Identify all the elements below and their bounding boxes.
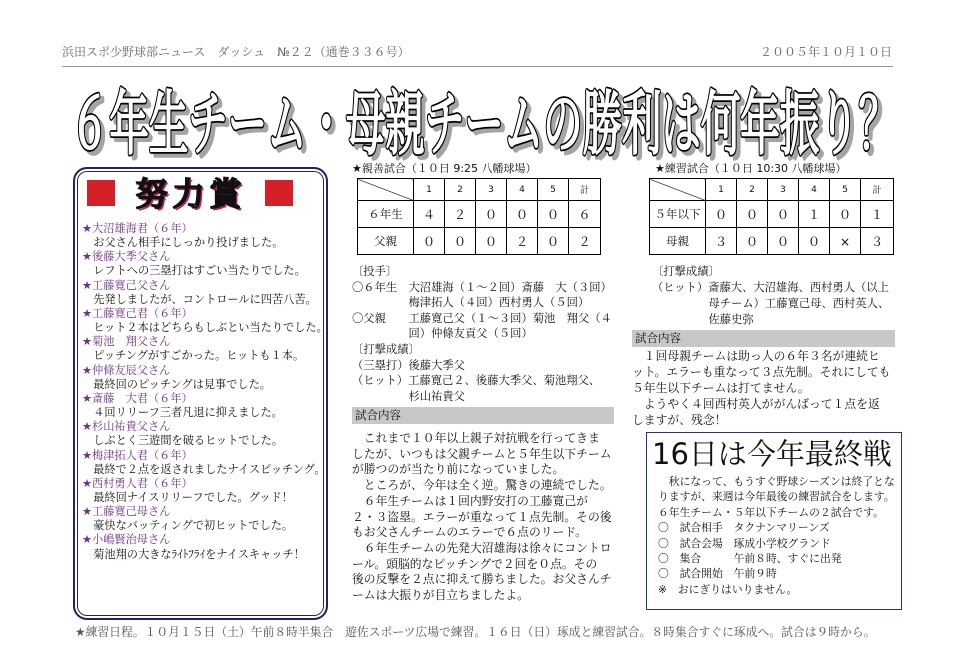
total-cell: ２: [569, 228, 601, 255]
score-cell: ０: [799, 228, 830, 255]
friendly-game-scoreboard: [357, 178, 601, 255]
inning-header: 1: [706, 179, 737, 201]
batting-line: 杉山祐貴父: [352, 389, 465, 403]
score-cell: ０: [768, 228, 799, 255]
score-cell: ０: [414, 228, 445, 255]
summary-line: 後の反撃を２点に抑えて勝ちました。お父さんチ: [352, 572, 612, 587]
summary-line: ール。頭脳的なピッチングで２回を０点。その: [352, 556, 598, 571]
score-cell: ０: [507, 201, 538, 228]
award-name: ★仲條友辰父さん: [82, 363, 171, 377]
award-name: ★小嶋賢治母さん: [82, 533, 171, 547]
team-label: 父親: [358, 228, 414, 255]
final-game-line: 〇 試合相手 タクナンマリーンズ: [658, 521, 830, 535]
inning-header: 2: [445, 179, 476, 201]
friendly-game-summary-heading: 試合内容: [352, 407, 614, 424]
score-cell: ０: [476, 228, 507, 255]
award-box: [73, 167, 328, 620]
inning-header: 4: [507, 179, 538, 201]
summary-line: が勝つのが当たり前になっていました。: [352, 462, 565, 477]
award-name: ★大沼雄海君（６年）: [82, 222, 193, 235]
team-label: ５年以下: [650, 201, 706, 228]
score-cell: ０: [768, 201, 799, 228]
scoreboard-corner-cell: [358, 179, 414, 201]
batting-line: （三塁打）後藤大季父: [352, 358, 465, 372]
inning-header: 5: [538, 179, 569, 201]
award-comment: 最終回のピッチングは見事でした。: [82, 377, 271, 391]
award-name: ★菊池 翔父さん: [82, 335, 171, 349]
summary-line: ６年生チームの先発大沼雄海は徐々にコントロ: [352, 540, 612, 555]
final-game-title: 16日は今年最終戦: [652, 437, 892, 471]
inning-header: 3: [768, 179, 799, 201]
inning-header: 4: [799, 179, 830, 201]
score-cell: ０: [445, 228, 476, 255]
score-cell: ０: [476, 201, 507, 228]
award-list: [82, 222, 326, 562]
friendly-game-summary: [352, 431, 612, 604]
summary-line: ６年生チームは１回内野安打の工藤寛己が: [352, 493, 588, 508]
pitcher-line: 梅津拓人（４回）西村勇人（５回）: [352, 296, 590, 310]
newsletter-masthead: 浜田スポ少野球部ニュース ダッシュ №２２（通巻３３６号）: [62, 45, 410, 59]
award-comment: お父さん相手にしっかり投げました。: [82, 236, 284, 250]
headline: [66, 76, 911, 166]
award-name: ★工藤寛己君（６年）: [82, 306, 193, 320]
practice-game-caption: ★練習試合（１０日 10:30 八幡球場）: [655, 162, 847, 175]
total-cell: ３: [861, 228, 894, 255]
issue-date: ２００５年１０月１０日: [759, 45, 892, 59]
final-game-line: ６年生チーム・５年以下チームの２試合です。: [658, 505, 884, 519]
award-name: ★梅津拓人君（６年）: [82, 448, 193, 462]
score-cell: １: [799, 201, 830, 228]
score-cell: ０: [737, 201, 768, 228]
batting-line: （ヒット）斎藤大、大沼雄海、西村勇人（以上: [652, 281, 889, 294]
batting-line: 佐藤史弥: [652, 313, 754, 326]
inning-header: 2: [737, 179, 768, 201]
final-game-line: 〇 試合開始 午前９時: [658, 567, 777, 581]
practice-game-summary-heading: 試合内容: [632, 330, 895, 347]
score-cell: ０: [538, 201, 569, 228]
summary-line: ームは大振りが目立ちましたよ。: [352, 588, 529, 603]
pitcher-line: 回）仲條友貢父（５回）: [352, 327, 533, 341]
pitcher-line: 〇６年生 大沼雄海（１～２回）斎藤 大（３回）: [352, 280, 612, 294]
summary-line: １回母親チームは助っ人の６年３名が連続ヒ: [632, 349, 880, 363]
award-name: ★斎藤 大君（６年）: [82, 391, 193, 405]
inning-header: 3: [476, 179, 507, 201]
final-game-line: りますが、来週は今年最後の練習試合をします。: [658, 490, 895, 504]
practice-game-summary: [632, 348, 890, 428]
final-game-line: 秋になって、もうすぐ野球シーズンは終了とな: [658, 475, 895, 488]
summary-line: ようやく４回西村英人ががんばって１点を返: [632, 397, 880, 411]
total-cell: １: [861, 201, 894, 228]
summary-line: しますが、残念！: [632, 413, 727, 427]
summary-line: ット。エラーも重なって３点先制。それにしても: [632, 365, 891, 379]
team-label: 母親: [650, 228, 706, 255]
award-comment: ヒット２本はどちらもしぶとい当たりでした。: [82, 321, 328, 335]
award-comment: 豪快なバッティングで初ヒットでした。: [82, 519, 294, 533]
award-comment: 先発しましたが、コントロールに四苦八苦。: [82, 292, 317, 306]
award-comment: 菊池翔の大きなﾗｲﾄﾌﾗｲをナイスキャッチ！: [82, 547, 305, 561]
award-red-block-right: [265, 180, 293, 206]
final-game-line: 〇 試合会場 琢成小学校グランド: [658, 536, 831, 550]
award-comment: 最終で２点を返されましたナイスピッチング。: [82, 462, 326, 476]
score-cell: ×: [830, 228, 861, 255]
inning-header: 5: [830, 179, 861, 201]
award-name: ★工藤寛己母さん: [82, 505, 171, 519]
total-header: 計: [569, 179, 601, 201]
award-comment: 最終回ナイスリリーフでした。グッド！: [82, 490, 293, 504]
practice-game-scoreboard: [649, 178, 894, 255]
final-game-line: 〇 集合 午前８時、すぐに出発: [658, 552, 842, 566]
award-comment: ４回リリーフ三者凡退に抑えました。: [82, 406, 283, 420]
inning-header: 1: [414, 179, 445, 201]
award-title: 努力賞: [135, 175, 247, 213]
friendly-game-details: [352, 264, 612, 404]
practice-game-details: [652, 264, 889, 328]
score-cell: ２: [507, 228, 538, 255]
batting-line: （ヒット）工藤寛己２、後藤大季父、菊池翔父、: [352, 374, 601, 388]
award-name: ★杉山祐貴父さん: [82, 420, 171, 434]
award-comment: レフトへの三塁打はすごい当たりでした。: [82, 264, 306, 278]
scoreboard-corner-cell: [650, 179, 706, 201]
final-game-notice: [646, 432, 902, 610]
final-game-details: [658, 474, 895, 597]
summary-line: これまで１０年以上親子対抗戦を行ってきま: [352, 431, 600, 445]
batting-line: 母チーム）工藤寛己母、西村英人、: [652, 297, 890, 310]
score-cell: ２: [445, 201, 476, 228]
pitcher-line: 〇父親 工藤寛己父（１～３回）菊池 翔父（４: [352, 311, 612, 325]
pitchers-heading: 〔投手〕: [352, 265, 398, 278]
score-cell: ０: [830, 201, 861, 228]
final-game-line: ※ おにぎりはいりません。: [658, 582, 798, 596]
award-comment: ピッチングがすごかった。ヒットも１本。: [82, 349, 305, 363]
practice-schedule-footer: ★練習日程。１０月１５日（土）午前８時半集合 遊佐スポーツ広場で練習。１６日（日）琢成と練習試合。８時集合すぐに琢成へ。試合は９時から。: [75, 625, 876, 639]
award-name: ★工藤寛己父さん: [82, 278, 171, 292]
headline-text: ６年生チーム・母親チームの勝利は何年振り？: [70, 83, 898, 165]
total-header: 計: [861, 179, 894, 201]
summary-line: したが、いつもは父親チームと５年生以下チーム: [352, 446, 612, 461]
score-cell: ３: [706, 228, 737, 255]
batting-heading: 〔打撃成績〕: [652, 265, 720, 278]
award-name: ★西村勇人君（６年）: [82, 476, 193, 490]
summary-line: もお父さんチームのエラーで６点のリード。: [352, 525, 587, 540]
summary-line: ２・３盗塁。エラーが重なって１点先制。その後: [352, 509, 612, 524]
masthead-divider: [62, 66, 893, 67]
score-cell: ０: [538, 228, 569, 255]
summary-line: ところが、今年は全く逆。驚きの連続でした。: [352, 478, 612, 493]
award-red-block-left: [87, 180, 115, 206]
team-label: ６年生: [358, 201, 414, 228]
score-cell: ４: [414, 201, 445, 228]
friendly-game-caption: ★親善試合（１０日 9:25 八幡球場）: [352, 162, 537, 175]
award-name: ★後藤大季父さん: [82, 250, 171, 264]
score-cell: ０: [737, 228, 768, 255]
award-comment: しぶとく三遊間を破るヒットでした。: [82, 434, 284, 448]
score-cell: ０: [706, 201, 737, 228]
total-cell: ６: [569, 201, 601, 228]
summary-line: ５年生以下チームは打てません。: [632, 381, 810, 395]
batting-heading: 〔打撃成績〕: [352, 342, 420, 356]
